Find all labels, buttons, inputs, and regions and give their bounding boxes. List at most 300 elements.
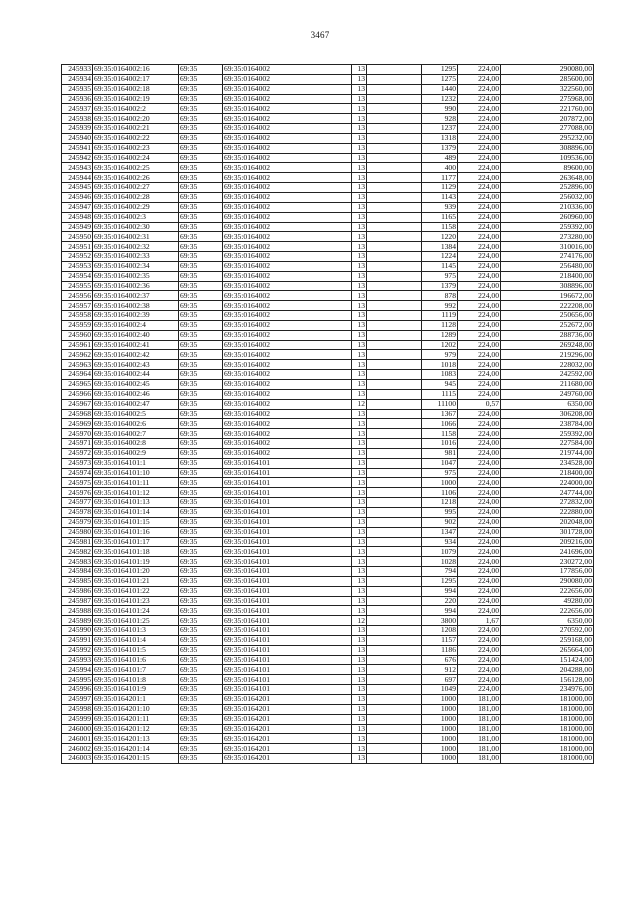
land-category-cell: 12: [352, 616, 367, 626]
table-row: [62, 124, 594, 134]
record-number-cell: 245953: [62, 261, 93, 271]
cadastral-block-cell: 69:35:0164101: [223, 507, 352, 517]
specific-value-cell: 224,00: [458, 685, 501, 695]
cadastral-value-cell: 156128,00: [501, 675, 594, 685]
table-row: [62, 301, 594, 311]
land-category-cell: 13: [352, 685, 367, 695]
cadastral-number-cell: 69:35:0164201:14: [93, 744, 179, 754]
area-cell: 939: [422, 202, 458, 212]
land-category-cell: 13: [352, 507, 367, 517]
district-code-cell: 69:35: [179, 320, 223, 330]
district-code-cell: 69:35: [179, 626, 223, 636]
empty-cell: [367, 655, 422, 665]
cadastral-block-cell: 69:35:0164002: [223, 448, 352, 458]
area-cell: 11100: [422, 399, 458, 409]
cadastral-number-cell: 69:35:0164002:35: [93, 271, 179, 281]
cadastral-block-cell: 69:35:0164002: [223, 163, 352, 173]
cadastral-block-cell: 69:35:0164002: [223, 124, 352, 134]
empty-cell: [367, 596, 422, 606]
record-number-cell: 245934: [62, 74, 93, 84]
land-category-cell: 13: [352, 232, 367, 242]
cadastral-value-cell: 270592,00: [501, 626, 594, 636]
district-code-cell: 69:35: [179, 439, 223, 449]
cadastral-value-cell: 260960,00: [501, 212, 594, 222]
empty-cell: [367, 232, 422, 242]
cadastral-number-cell: 69:35:0164101:1: [93, 458, 179, 468]
specific-value-cell: 181,00: [458, 724, 501, 734]
specific-value-cell: 224,00: [458, 340, 501, 350]
area-cell: 676: [422, 655, 458, 665]
specific-value-cell: 224,00: [458, 153, 501, 163]
record-number-cell: 245933: [62, 65, 93, 75]
table-row: [62, 271, 594, 281]
area-cell: 1128: [422, 320, 458, 330]
land-category-cell: 13: [352, 173, 367, 183]
record-number-cell: 245974: [62, 468, 93, 478]
district-code-cell: 69:35: [179, 389, 223, 399]
area-cell: 1186: [422, 645, 458, 655]
cadastral-value-cell: 274176,00: [501, 252, 594, 262]
specific-value-cell: 224,00: [458, 192, 501, 202]
district-code-cell: 69:35: [179, 281, 223, 291]
cadastral-block-cell: 69:35:0164101: [223, 567, 352, 577]
district-code-cell: 69:35: [179, 547, 223, 557]
empty-cell: [367, 439, 422, 449]
table-row: [62, 458, 594, 468]
cadastral-value-cell: 109536,00: [501, 153, 594, 163]
cadastral-value-cell: 295232,00: [501, 133, 594, 143]
table-row: [62, 507, 594, 517]
cadastral-value-cell: 181000,00: [501, 704, 594, 714]
record-number-cell: 245978: [62, 507, 93, 517]
area-cell: 902: [422, 517, 458, 527]
area-cell: 1000: [422, 478, 458, 488]
empty-cell: [367, 616, 422, 626]
district-code-cell: 69:35: [179, 74, 223, 84]
area-cell: 1165: [422, 212, 458, 222]
area-cell: 1028: [422, 557, 458, 567]
cadastral-block-cell: 69:35:0164201: [223, 754, 352, 764]
record-number-cell: 245965: [62, 380, 93, 390]
cadastral-block-cell: 69:35:0164002: [223, 74, 352, 84]
area-cell: 1208: [422, 626, 458, 636]
table-row: [62, 380, 594, 390]
empty-cell: [367, 340, 422, 350]
specific-value-cell: 224,00: [458, 291, 501, 301]
record-number-cell: 245993: [62, 655, 93, 665]
area-cell: 794: [422, 567, 458, 577]
table-row: [62, 143, 594, 153]
record-number-cell: 245989: [62, 616, 93, 626]
empty-cell: [367, 173, 422, 183]
record-number-cell: 245973: [62, 458, 93, 468]
cadastral-block-cell: 69:35:0164101: [223, 468, 352, 478]
district-code-cell: 69:35: [179, 517, 223, 527]
table-row: [62, 439, 594, 449]
record-number-cell: 245959: [62, 320, 93, 330]
district-code-cell: 69:35: [179, 675, 223, 685]
table-row: [62, 724, 594, 734]
land-category-cell: 13: [352, 143, 367, 153]
record-number-cell: 245947: [62, 202, 93, 212]
land-category-cell: 13: [352, 65, 367, 75]
empty-cell: [367, 380, 422, 390]
cadastral-value-table: [61, 64, 594, 764]
specific-value-cell: 224,00: [458, 124, 501, 134]
table-row: [62, 281, 594, 291]
cadastral-value-cell: 322560,00: [501, 84, 594, 94]
area-cell: 1202: [422, 340, 458, 350]
record-number-cell: 245981: [62, 537, 93, 547]
land-category-cell: 13: [352, 183, 367, 193]
cadastral-block-cell: 69:35:0164002: [223, 222, 352, 232]
empty-cell: [367, 94, 422, 104]
table-row: [62, 389, 594, 399]
area-cell: 934: [422, 537, 458, 547]
specific-value-cell: 224,00: [458, 468, 501, 478]
cadastral-number-cell: 69:35:0164002:46: [93, 389, 179, 399]
empty-cell: [367, 724, 422, 734]
record-number-cell: 245983: [62, 557, 93, 567]
table-row: [62, 714, 594, 724]
area-cell: 1066: [422, 419, 458, 429]
specific-value-cell: 224,00: [458, 311, 501, 321]
land-category-cell: 13: [352, 153, 367, 163]
empty-cell: [367, 320, 422, 330]
area-cell: 1379: [422, 281, 458, 291]
specific-value-cell: 224,00: [458, 507, 501, 517]
area-cell: 945: [422, 380, 458, 390]
land-category-cell: 13: [352, 547, 367, 557]
cadastral-value-cell: 222656,00: [501, 606, 594, 616]
cadastral-block-cell: 69:35:0164002: [223, 242, 352, 252]
cadastral-number-cell: 69:35:0164101:24: [93, 606, 179, 616]
cadastral-number-cell: 69:35:0164002:8: [93, 439, 179, 449]
district-code-cell: 69:35: [179, 242, 223, 252]
cadastral-number-cell: 69:35:0164201:13: [93, 734, 179, 744]
empty-cell: [367, 222, 422, 232]
cadastral-value-cell: 209216,00: [501, 537, 594, 547]
cadastral-block-cell: 69:35:0164101: [223, 655, 352, 665]
specific-value-cell: 224,00: [458, 635, 501, 645]
specific-value-cell: 224,00: [458, 281, 501, 291]
cadastral-value-cell: 89600,00: [501, 163, 594, 173]
record-number-cell: 245992: [62, 645, 93, 655]
area-cell: 1083: [422, 370, 458, 380]
record-number-cell: 245941: [62, 143, 93, 153]
cadastral-value-cell: 181000,00: [501, 754, 594, 764]
district-code-cell: 69:35: [179, 409, 223, 419]
cadastral-value-cell: 181000,00: [501, 734, 594, 744]
area-cell: 1295: [422, 65, 458, 75]
table-row: [62, 596, 594, 606]
area-cell: 400: [422, 163, 458, 173]
record-number-cell: 246000: [62, 724, 93, 734]
cadastral-block-cell: 69:35:0164002: [223, 340, 352, 350]
cadastral-block-cell: 69:35:0164201: [223, 695, 352, 705]
table-row: [62, 567, 594, 577]
record-number-cell: 245960: [62, 330, 93, 340]
area-cell: 489: [422, 153, 458, 163]
cadastral-number-cell: 69:35:0164201:12: [93, 724, 179, 734]
land-category-cell: 13: [352, 360, 367, 370]
cadastral-number-cell: 69:35:0164002:32: [93, 242, 179, 252]
cadastral-value-cell: 219296,00: [501, 350, 594, 360]
table-row: [62, 586, 594, 596]
cadastral-number-cell: 69:35:0164002:16: [93, 65, 179, 75]
land-category-cell: 13: [352, 498, 367, 508]
district-code-cell: 69:35: [179, 350, 223, 360]
table-row: [62, 478, 594, 488]
district-code-cell: 69:35: [179, 65, 223, 75]
cadastral-block-cell: 69:35:0164002: [223, 311, 352, 321]
table-row: [62, 330, 594, 340]
cadastral-value-cell: 207872,00: [501, 114, 594, 124]
land-category-cell: 13: [352, 94, 367, 104]
empty-cell: [367, 754, 422, 764]
area-cell: 1129: [422, 183, 458, 193]
land-category-cell: 13: [352, 350, 367, 360]
land-category-cell: 13: [352, 281, 367, 291]
table-row: [62, 409, 594, 419]
table-row: [62, 291, 594, 301]
land-category-cell: 13: [352, 527, 367, 537]
land-category-cell: 13: [352, 242, 367, 252]
cadastral-block-cell: 69:35:0164201: [223, 704, 352, 714]
cadastral-number-cell: 69:35:0164002:43: [93, 360, 179, 370]
record-number-cell: 245958: [62, 311, 93, 321]
record-number-cell: 245990: [62, 626, 93, 636]
empty-cell: [367, 350, 422, 360]
land-category-cell: 13: [352, 626, 367, 636]
cadastral-block-cell: 69:35:0164201: [223, 744, 352, 754]
cadastral-block-cell: 69:35:0164002: [223, 320, 352, 330]
cadastral-block-cell: 69:35:0164101: [223, 576, 352, 586]
district-code-cell: 69:35: [179, 645, 223, 655]
specific-value-cell: 224,00: [458, 645, 501, 655]
cadastral-block-cell: 69:35:0164101: [223, 478, 352, 488]
record-number-cell: 245940: [62, 133, 93, 143]
table-row: [62, 527, 594, 537]
empty-cell: [367, 567, 422, 577]
table-row: [62, 192, 594, 202]
district-code-cell: 69:35: [179, 84, 223, 94]
cadastral-number-cell: 69:35:0164002:38: [93, 301, 179, 311]
land-category-cell: 13: [352, 84, 367, 94]
specific-value-cell: 224,00: [458, 606, 501, 616]
record-number-cell: 245950: [62, 232, 93, 242]
record-number-cell: 245963: [62, 360, 93, 370]
specific-value-cell: 224,00: [458, 626, 501, 636]
empty-cell: [367, 704, 422, 714]
table-row: [62, 84, 594, 94]
cadastral-value-cell: 222208,00: [501, 301, 594, 311]
table-row: [62, 448, 594, 458]
cadastral-value-cell: 259168,00: [501, 635, 594, 645]
cadastral-block-cell: 69:35:0164101: [223, 616, 352, 626]
cadastral-value-cell: 234976,00: [501, 685, 594, 695]
specific-value-cell: 224,00: [458, 567, 501, 577]
cadastral-block-cell: 69:35:0164101: [223, 517, 352, 527]
land-category-cell: 13: [352, 675, 367, 685]
record-number-cell: 245968: [62, 409, 93, 419]
cadastral-value-cell: 308896,00: [501, 281, 594, 291]
district-code-cell: 69:35: [179, 714, 223, 724]
empty-cell: [367, 133, 422, 143]
cadastral-value-cell: 202048,00: [501, 517, 594, 527]
table-row: [62, 252, 594, 262]
cadastral-number-cell: 69:35:0164101:25: [93, 616, 179, 626]
district-code-cell: 69:35: [179, 586, 223, 596]
table-row: [62, 498, 594, 508]
land-category-cell: 13: [352, 517, 367, 527]
cadastral-block-cell: 69:35:0164002: [223, 104, 352, 114]
record-number-cell: 245949: [62, 222, 93, 232]
record-number-cell: 245961: [62, 340, 93, 350]
cadastral-block-cell: 69:35:0164002: [223, 252, 352, 262]
land-category-cell: 13: [352, 192, 367, 202]
record-number-cell: 245942: [62, 153, 93, 163]
district-code-cell: 69:35: [179, 606, 223, 616]
land-category-cell: 13: [352, 291, 367, 301]
empty-cell: [367, 399, 422, 409]
specific-value-cell: 224,00: [458, 84, 501, 94]
empty-cell: [367, 478, 422, 488]
district-code-cell: 69:35: [179, 311, 223, 321]
cadastral-value-cell: 290080,00: [501, 576, 594, 586]
cadastral-value-cell: 306208,00: [501, 409, 594, 419]
record-number-cell: 245945: [62, 183, 93, 193]
cadastral-value-cell: 218400,00: [501, 271, 594, 281]
cadastral-block-cell: 69:35:0164101: [223, 635, 352, 645]
land-category-cell: 13: [352, 320, 367, 330]
cadastral-value-cell: 219744,00: [501, 448, 594, 458]
district-code-cell: 69:35: [179, 360, 223, 370]
table-row: [62, 557, 594, 567]
cadastral-number-cell: 69:35:0164101:20: [93, 567, 179, 577]
record-number-cell: 245982: [62, 547, 93, 557]
cadastral-value-cell: 290080,00: [501, 65, 594, 75]
area-cell: 975: [422, 271, 458, 281]
district-code-cell: 69:35: [179, 498, 223, 508]
empty-cell: [367, 468, 422, 478]
cadastral-number-cell: 69:35:0164101:12: [93, 488, 179, 498]
cadastral-number-cell: 69:35:0164201:1: [93, 695, 179, 705]
table-row: [62, 695, 594, 705]
empty-cell: [367, 744, 422, 754]
table-row: [62, 468, 594, 478]
cadastral-number-cell: 69:35:0164002:45: [93, 380, 179, 390]
record-number-cell: 245987: [62, 596, 93, 606]
record-number-cell: 245967: [62, 399, 93, 409]
district-code-cell: 69:35: [179, 153, 223, 163]
empty-cell: [367, 714, 422, 724]
cadastral-block-cell: 69:35:0164002: [223, 291, 352, 301]
specific-value-cell: 224,00: [458, 104, 501, 114]
empty-cell: [367, 291, 422, 301]
record-number-cell: 245977: [62, 498, 93, 508]
district-code-cell: 69:35: [179, 380, 223, 390]
specific-value-cell: 224,00: [458, 261, 501, 271]
cadastral-number-cell: 69:35:0164002:17: [93, 74, 179, 84]
specific-value-cell: 224,00: [458, 320, 501, 330]
table-row: [62, 311, 594, 321]
area-cell: 975: [422, 468, 458, 478]
district-code-cell: 69:35: [179, 222, 223, 232]
cadastral-value-cell: 218400,00: [501, 468, 594, 478]
cadastral-number-cell: 69:35:0164101:6: [93, 655, 179, 665]
cadastral-number-cell: 69:35:0164002:37: [93, 291, 179, 301]
cadastral-number-cell: 69:35:0164101:9: [93, 685, 179, 695]
area-cell: 1218: [422, 498, 458, 508]
area-cell: 1000: [422, 714, 458, 724]
cadastral-number-cell: 69:35:0164201:15: [93, 754, 179, 764]
cadastral-number-cell: 69:35:0164201:11: [93, 714, 179, 724]
record-number-cell: 245937: [62, 104, 93, 114]
cadastral-value-cell: 221760,00: [501, 104, 594, 114]
area-cell: 1367: [422, 409, 458, 419]
specific-value-cell: 224,00: [458, 94, 501, 104]
cadastral-number-cell: 69:35:0164002:34: [93, 261, 179, 271]
district-code-cell: 69:35: [179, 114, 223, 124]
area-cell: 1158: [422, 222, 458, 232]
specific-value-cell: 224,00: [458, 133, 501, 143]
cadastral-block-cell: 69:35:0164101: [223, 675, 352, 685]
area-cell: 995: [422, 507, 458, 517]
cadastral-block-cell: 69:35:0164002: [223, 330, 352, 340]
cadastral-number-cell: 69:35:0164002:21: [93, 124, 179, 134]
empty-cell: [367, 557, 422, 567]
table-row: [62, 74, 594, 84]
empty-cell: [367, 271, 422, 281]
record-number-cell: 245976: [62, 488, 93, 498]
record-number-cell: 245970: [62, 429, 93, 439]
cadastral-block-cell: 69:35:0164201: [223, 714, 352, 724]
district-code-cell: 69:35: [179, 133, 223, 143]
cadastral-value-cell: 252896,00: [501, 183, 594, 193]
cadastral-value-cell: 238784,00: [501, 419, 594, 429]
cadastral-number-cell: 69:35:0164101:19: [93, 557, 179, 567]
cadastral-value-cell: 259392,00: [501, 222, 594, 232]
land-category-cell: 13: [352, 714, 367, 724]
cadastral-number-cell: 69:35:0164002:20: [93, 114, 179, 124]
cadastral-block-cell: 69:35:0164101: [223, 645, 352, 655]
empty-cell: [367, 458, 422, 468]
cadastral-block-cell: 69:35:0164101: [223, 557, 352, 567]
land-category-cell: 13: [352, 488, 367, 498]
district-code-cell: 69:35: [179, 567, 223, 577]
land-category-cell: 13: [352, 448, 367, 458]
area-cell: 1000: [422, 734, 458, 744]
specific-value-cell: 181,00: [458, 744, 501, 754]
district-code-cell: 69:35: [179, 399, 223, 409]
land-category-cell: 13: [352, 133, 367, 143]
cadastral-block-cell: 69:35:0164002: [223, 65, 352, 75]
specific-value-cell: 224,00: [458, 419, 501, 429]
table-row: [62, 65, 594, 75]
area-cell: 981: [422, 448, 458, 458]
empty-cell: [367, 104, 422, 114]
record-number-cell: 245962: [62, 350, 93, 360]
specific-value-cell: 224,00: [458, 74, 501, 84]
specific-value-cell: 224,00: [458, 65, 501, 75]
specific-value-cell: 224,00: [458, 370, 501, 380]
cadastral-value-cell: 301728,00: [501, 527, 594, 537]
area-cell: 992: [422, 301, 458, 311]
area-cell: 1379: [422, 143, 458, 153]
empty-cell: [367, 685, 422, 695]
specific-value-cell: 181,00: [458, 714, 501, 724]
